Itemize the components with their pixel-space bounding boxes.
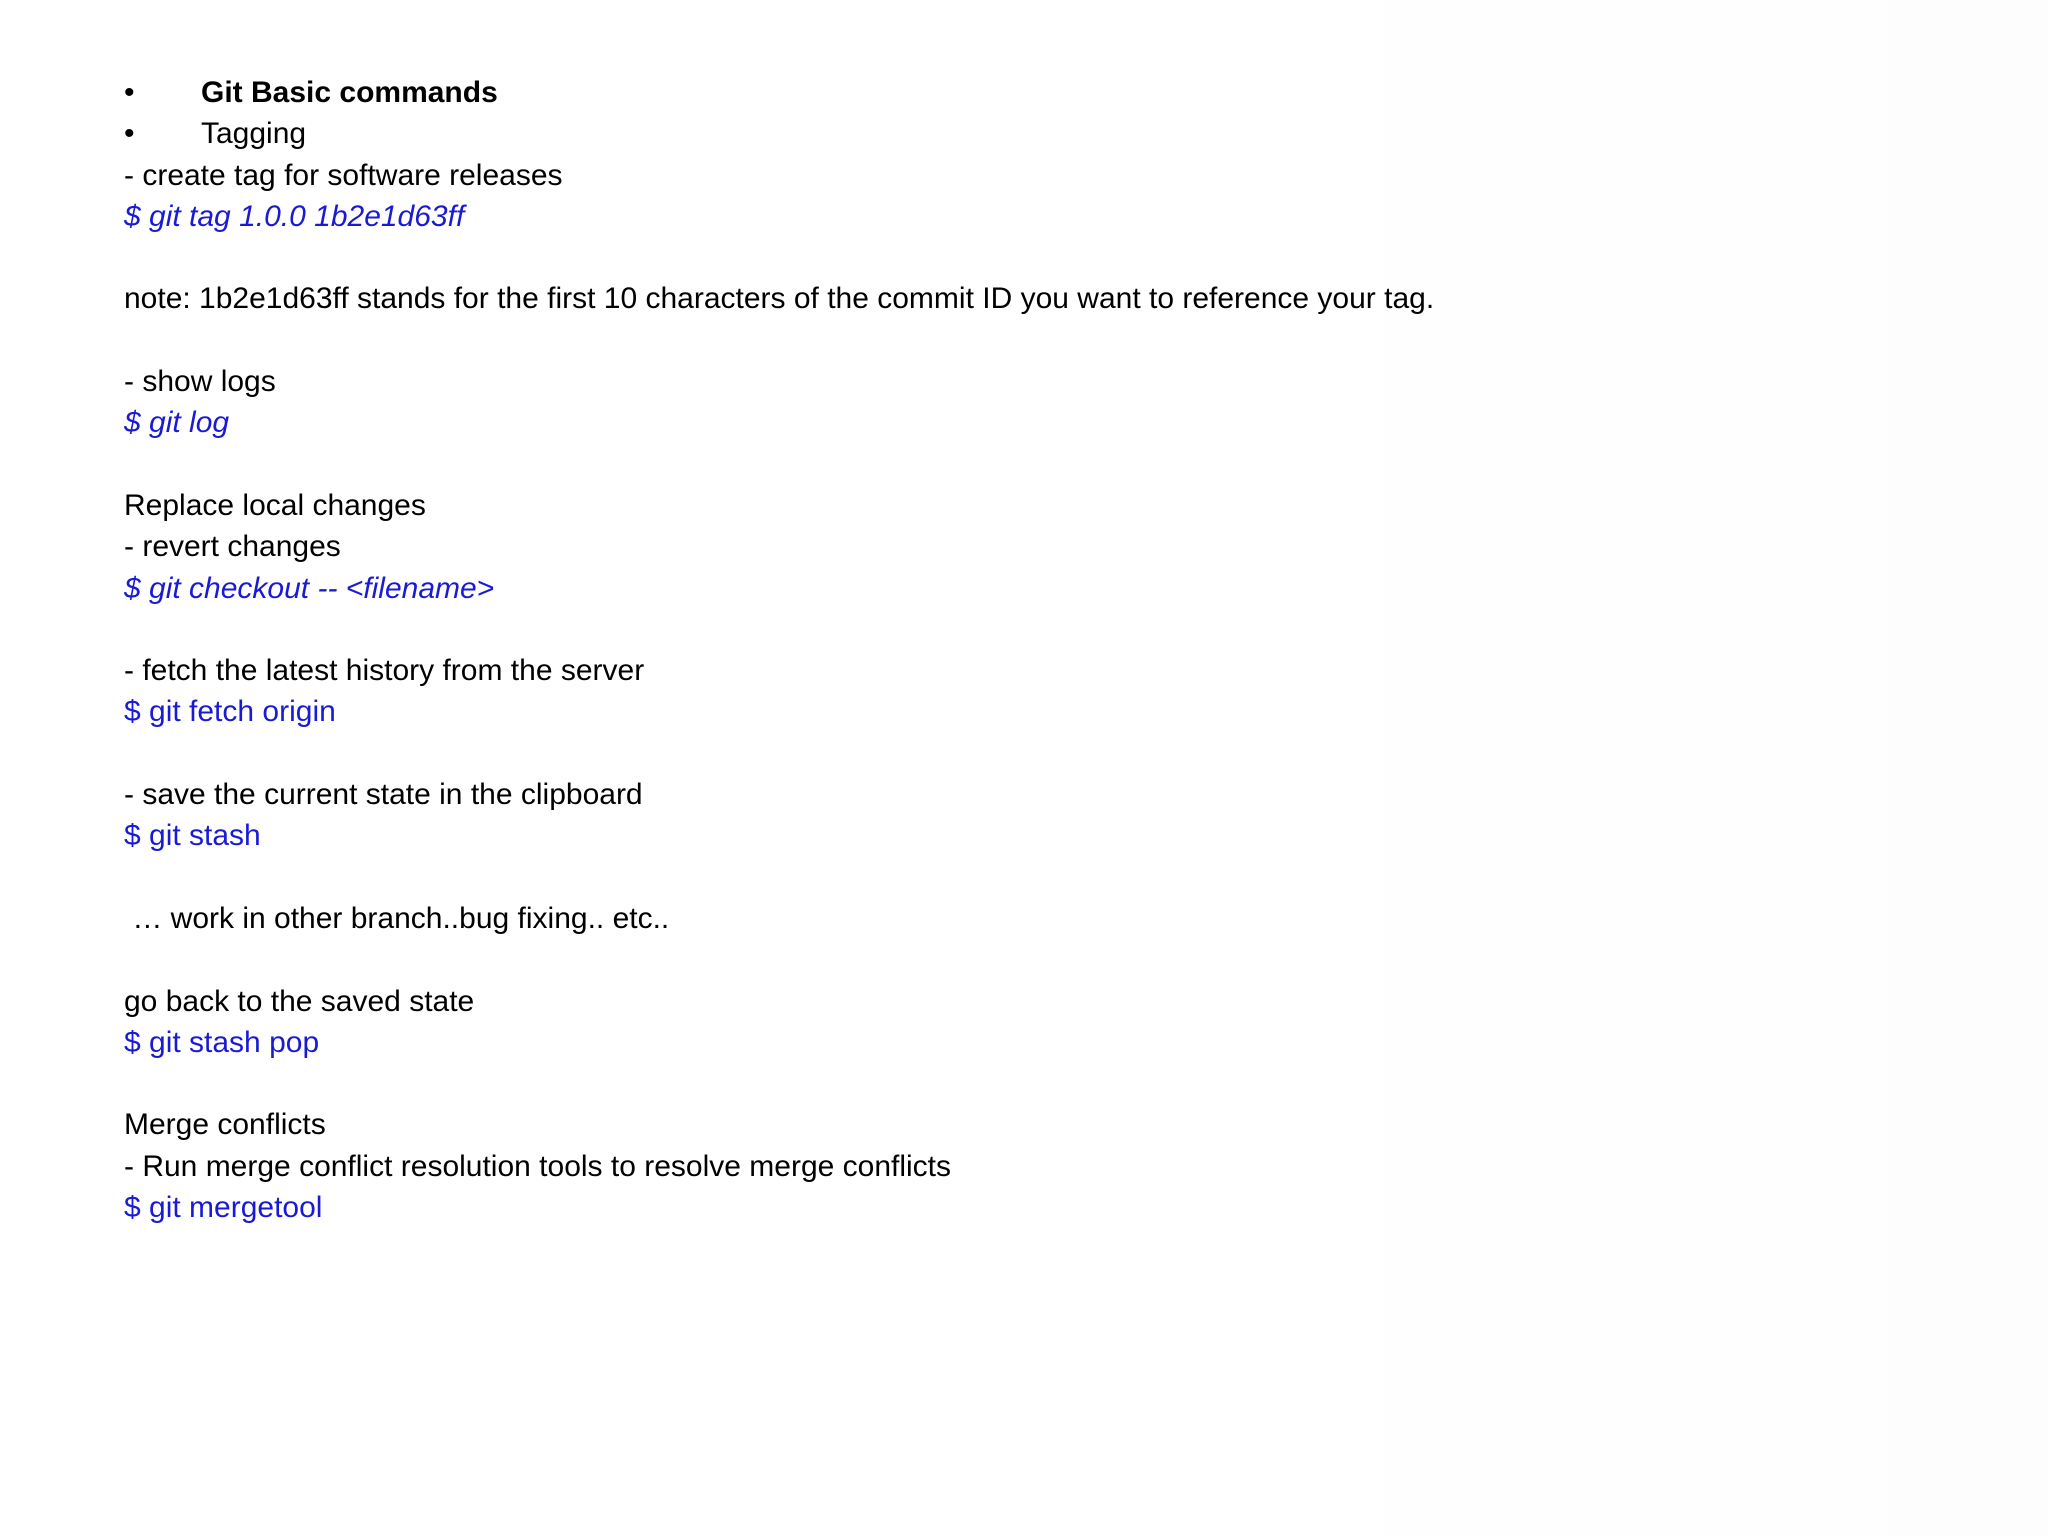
revert-command: $ git checkout -- <filename> [124, 571, 495, 605]
merge-description: - Run merge conflict resolution tools to resolve merge conflicts [124, 1149, 952, 1183]
stash-command: $ git stash [124, 819, 261, 853]
spacer [124, 237, 2048, 278]
spacer [124, 857, 2048, 898]
fetch-description: - fetch the latest history from the server [124, 654, 645, 688]
tag-command: $ git tag 1.0.0 1b2e1d63ff [124, 199, 465, 233]
bullet-symbol: • [124, 76, 135, 109]
spacer [124, 1063, 2048, 1104]
merge-command: $ git mergetool [124, 1191, 323, 1225]
bullet-item-tagging [124, 113, 2048, 154]
bullet-text: Tagging [201, 117, 307, 151]
logs-command: $ git log [124, 406, 230, 440]
spacer [124, 444, 2048, 485]
replace-heading: Replace local changes [124, 488, 426, 522]
logs-description: - show logs [124, 365, 276, 399]
work-note: … work in other branch..bug fixing.. etc.. [124, 901, 670, 935]
spacer [124, 609, 2048, 650]
fetch-command: $ git fetch origin [124, 695, 336, 729]
tag-description: - create tag for software releases [124, 158, 563, 192]
stash-pop-description: go back to the saved state [124, 984, 475, 1018]
revert-description: - revert changes [124, 530, 341, 564]
spacer [124, 939, 2048, 980]
tag-note: note: 1b2e1d63ff stands for the first 10 characters of the commit ID you want to reference your tag. [124, 282, 1435, 316]
bullet-symbol: • [124, 117, 135, 151]
spacer [124, 320, 2048, 361]
bullet-item-git-basic-commands [124, 72, 2048, 113]
stash-pop-command: $ git stash pop [124, 1025, 320, 1059]
spacer [124, 733, 2048, 774]
bullet-text: Git Basic commands [201, 76, 498, 109]
merge-heading: Merge conflicts [124, 1108, 326, 1142]
stash-description: - save the current state in the clipboard [124, 778, 643, 812]
